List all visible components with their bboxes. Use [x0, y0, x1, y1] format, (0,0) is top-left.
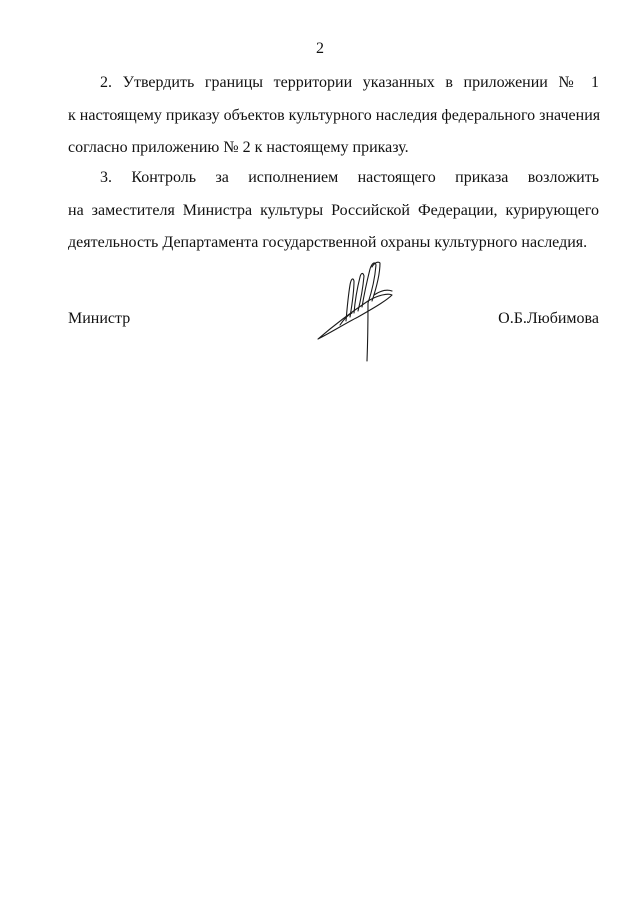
paragraph-2 [68, 67, 599, 165]
paragraph-3-line-3: деятельность Департамента государственной охраны культурного наследия. [68, 234, 588, 251]
paragraph-2-line-2: к настоящему приказу объектов культурного наследия федерального значения [68, 106, 601, 124]
page-number: 2 [316, 40, 324, 57]
signer-title: Министр [68, 310, 131, 327]
paragraph-3-line-2: на заместителя Министра культуры Российской Федерации, курирующего [68, 201, 599, 219]
paragraph-2-line-1: 2. Утвердить границы территории указанных в приложении № 1 [100, 74, 599, 91]
paragraph-3-line-1: 3. Контроль за исполнением настоящего приказа возложить [100, 169, 599, 186]
handwritten-signature [310, 255, 400, 365]
paragraph-2-line-3: согласно приложению № 2 к настоящему приказу. [68, 139, 409, 156]
signer-name: О.Б.Любимова [498, 310, 599, 327]
paragraph-3 [68, 162, 599, 260]
